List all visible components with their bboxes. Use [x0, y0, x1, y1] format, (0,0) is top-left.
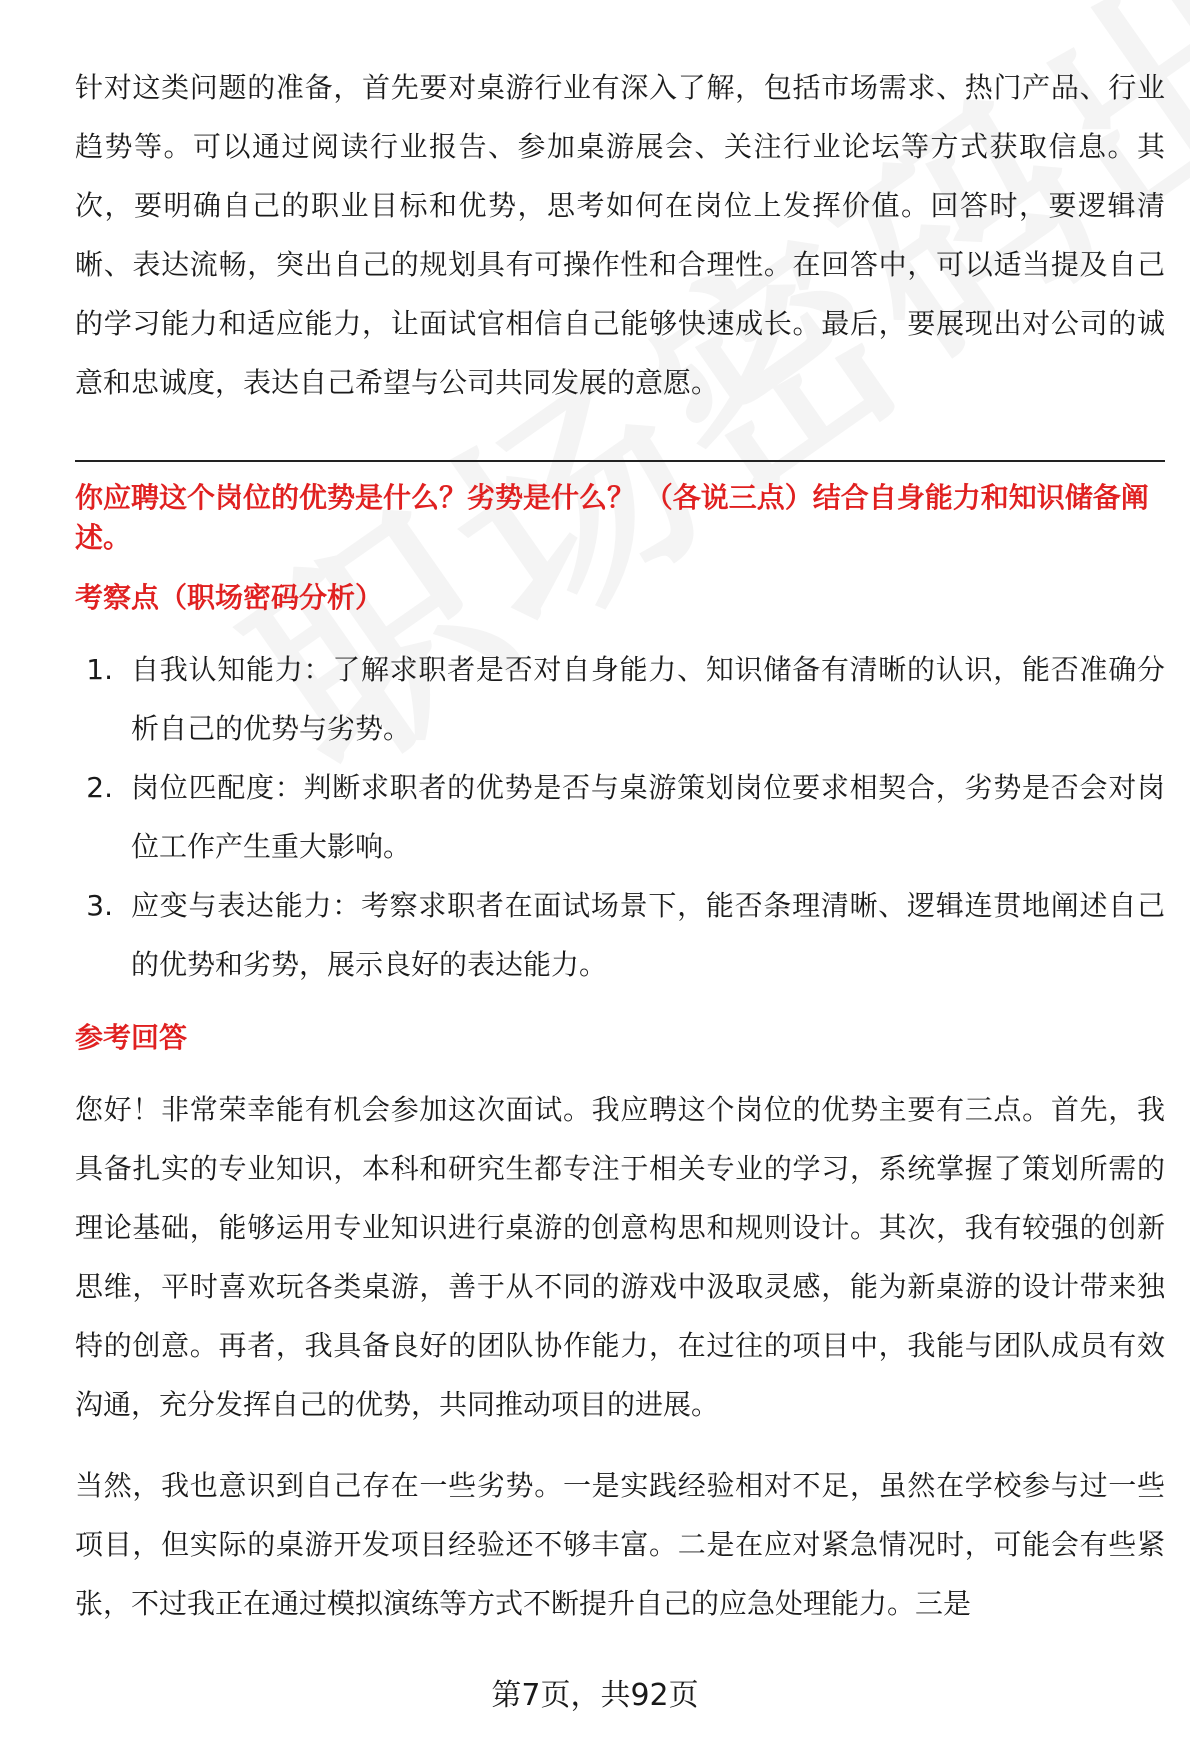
point-number: 2.	[86, 771, 113, 804]
point-text: 应变与表达能力：考察求职者在面试场景下，能否条理清晰、逻辑连贯地阐述自己的优势和劣势，展示良好的表达能力。	[131, 889, 1165, 981]
analysis-title: 考察点（职场密码分析）	[75, 581, 384, 614]
analysis-points	[75, 640, 1165, 994]
page-number-footer: 第7页，共92页	[491, 1678, 699, 1713]
analysis-point	[75, 640, 1165, 758]
page-content	[75, 58, 1165, 1633]
point-text: 自我认知能力：了解求职者是否对自身能力、知识储备有清晰的认识，能否准确分析自己的优势与劣势。	[131, 653, 1165, 745]
section-divider	[75, 460, 1165, 462]
analysis-point	[75, 876, 1165, 994]
point-number: 1.	[86, 653, 113, 686]
answer-title: 参考回答	[75, 1021, 188, 1054]
intro-paragraph: 针对这类问题的准备，首先要对桌游行业有深入了解，包括市场需求、热门产品、行业趋势等。可以通过阅读行业报告、参加桌游展会、关注行业论坛等方式获取信息。其次，要明确自己的职业目标和优势，思考如何在岗位上发挥价值。回答时，要逻辑清晰、表达流畅，突出自己的规划具有可操作性和合理性。在回答中，可以适当提及自己的学习能力和适应能力，让面试官相信自己能够快速成长。最后，要展现出对公司的诚意和忠诚度，表达自己希望与公司共同发展的意愿。	[75, 71, 1165, 399]
analysis-point	[75, 758, 1165, 876]
answer-paragraph: 您好！非常荣幸能有机会参加这次面试。我应聘这个岗位的优势主要有三点。首先，我具备扎实的专业知识，本科和研究生都专注于相关专业的学习，系统掌握了策划所需的理论基础，能够运用专业知识进行桌游的创意构思和规则设计。其次，我有较强的创新思维，平时喜欢玩各类桌游，善于从不同的游戏中汲取灵感，能为新桌游的设计带来独特的创意。再者，我具备良好的团队协作能力，在过往的项目中，我能与团队成员有效沟通，充分发挥自己的优势，共同推动项目的进展。	[75, 1093, 1165, 1421]
point-text: 岗位匹配度：判断求职者的优势是否与桌游策划岗位要求相契合，劣势是否会对岗位工作产生重大影响。	[131, 771, 1165, 863]
point-number: 3.	[86, 889, 113, 922]
answer-paragraph: 当然，我也意识到自己存在一些劣势。一是实践经验相对不足，虽然在学校参与过一些项目，但实际的桌游开发项目经验还不够丰富。二是在应对紧急情况时，可能会有些紧张，不过我正在通过模拟演练等方式不断提升自己的应急处理能力。三是	[75, 1469, 1165, 1620]
question-heading: 你应聘这个岗位的优势是什么？劣势是什么？ （各说三点）结合自身能力和知识储备阐述。	[75, 481, 1149, 554]
